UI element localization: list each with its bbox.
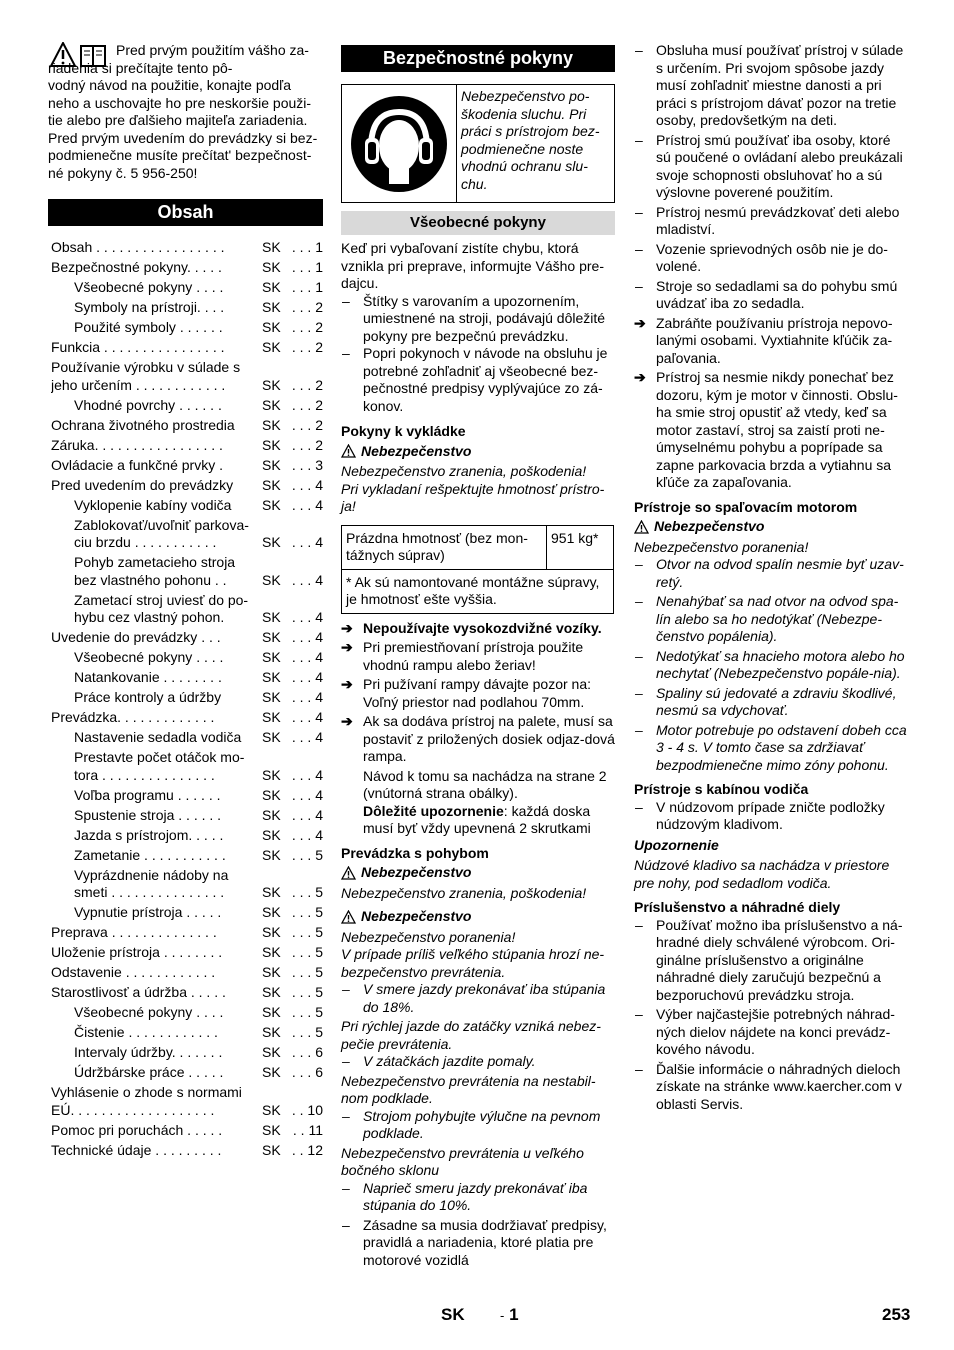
toc-entry-lang: SK: [262, 649, 281, 665]
toc-entry-lang: SK: [262, 456, 281, 473]
safety-heading: Bezpečnostné pokyny: [341, 45, 615, 72]
toc-entry-title: Zametací stroj uviesť do po-hybu cez vlastný pohon.: [74, 591, 249, 625]
engine-dash-item: – Otvor na odvod spalín nesmie byť uzav-retý.: [634, 556, 908, 591]
toc-entry-page: . . . 4: [291, 496, 323, 513]
toc-entry-title: Natankovanie . . . . . . . .: [74, 669, 222, 685]
weight-label: Prázdna hmotnosť (bez mon-tážnych súprav): [342, 525, 547, 569]
toc-entry: [51, 1084, 323, 1119]
toc-entry-title: Používanie výrobku v súlade s jeho určením . . . . . . . . . . . .: [51, 359, 241, 393]
toc-entry-title: Preprava . . . . . . . . . . . . . .: [51, 924, 217, 940]
toc-entry: [51, 477, 323, 495]
accessory-dash-item: – Výber najčastejšie potrebných náhrad-ných dielov nájdete na konci prevádz-kového návodu.: [634, 1006, 908, 1059]
toc-entry-page: . . 10: [291, 1101, 323, 1118]
toc-entry-title: Prevádzka. . . . . . . . . . . . .: [51, 709, 215, 725]
general-dash-item: – Popri pokynoch v návode na obsluhu je potrebné zohľadniť aj všeobecné bez-pečnostné predpisy vyplývajúce zo zá-konov.: [341, 345, 615, 415]
toc-entry-page: . . . 5: [291, 884, 323, 900]
toc-entry-lang: SK: [262, 924, 281, 940]
warning-triangle-icon: [341, 910, 356, 924]
toc-entry: [51, 827, 323, 845]
toc-entry-lang: SK: [262, 964, 281, 980]
hearing-warning-text: [457, 85, 614, 202]
toc-entry-page: . . . 2: [291, 376, 323, 393]
toc-heading: Obsah: [48, 199, 323, 226]
arrow-right-icon: ➔: [341, 639, 353, 655]
toc-entry-page: . . . 4: [291, 826, 323, 843]
toc-entry: [51, 592, 323, 627]
hearing-warning-box: [341, 84, 615, 203]
warning-triangle-icon: [341, 444, 356, 458]
table-of-contents: [51, 239, 323, 1162]
drive-danger-line-1: Nebezpečenstvo: [341, 864, 615, 882]
toc-entry-page: . . . 4: [291, 766, 323, 783]
safety-dash-item: – Prístroj smú používať iba osoby, ktoré sú poučené o ovládaní alebo preukázali svoje schopnosti obsluhovať ho a sú výslovne poverené použitím.: [634, 132, 908, 202]
toc-entry: [51, 649, 323, 667]
weight-table: [341, 525, 614, 614]
toc-entry-page: . . . 2: [291, 339, 323, 355]
toc-entry-title: Intervaly údržby. . . . . . .: [74, 1044, 223, 1060]
toc-entry-page: . . . 5: [291, 924, 323, 940]
toc-entry-title: Starostlivosť a údržba . . . . .: [51, 984, 226, 1000]
toc-entry-lang: SK: [262, 319, 281, 335]
toc-entry-page: . . . 4: [291, 476, 323, 493]
intro-text: Pred prvým použitím vášho za- riadenia si prečítajte tento pô- vodný návod na použitie, konajte podľa neho a uschovajte ho pre neskoršie použi- tie alebo pre ďalšieho majiteľa zariadenia. Pred prvým uvedením do prevádzky si bez- podmienečne musíte prečítat' bezpečnost- né pokyny č. 5 956-250!: [48, 42, 323, 182]
toc-entry-page: . . . 5: [291, 964, 323, 980]
hearing-warning-line: Nebezpečenstvo po-: [461, 88, 590, 104]
hearing-warning-line: práci s prístrojom bez-: [461, 123, 600, 139]
toc-entry: [51, 417, 323, 435]
engine-dash-item: – Spaliny sú jedovaté a zdraviu škodlivé, nesmú sa vdychovať.: [634, 685, 908, 720]
arrow-item: [341, 620, 615, 638]
toc-entry-title: Jazda s prístrojom. . . . .: [74, 826, 224, 843]
toc-entry-title: Technické údaje . . . . . . . . .: [51, 1141, 222, 1158]
general-heading: Všeobecné pokyny: [341, 211, 615, 235]
toc-entry-lang: SK: [262, 669, 281, 685]
toc-entry-lang: SK: [262, 766, 281, 783]
toc-entry: [51, 729, 323, 747]
unload-heading: Pokyny k vykládke: [341, 423, 466, 439]
toc-entry: [51, 689, 323, 707]
toc-entry: [51, 457, 323, 475]
arrow-item: [634, 369, 908, 492]
arrow-right-icon: ➔: [341, 676, 353, 692]
toc-entry-title: Všeobecné pokyny . . . .: [74, 279, 224, 295]
hearing-warning-line: chu.: [461, 175, 488, 192]
toc-entry-lang: SK: [262, 904, 281, 920]
toc-entry-title: Symboly na prístroji. . . .: [74, 299, 225, 315]
toc-entry-title: Čistenie . . . . . . . . . . . .: [74, 1024, 218, 1040]
toc-entry-page: . . . 1: [291, 279, 323, 295]
engine-heading: Prístroje so spaľovacím motorom: [634, 498, 858, 515]
ramp-note: Návod k tomu sa nachádza na strane 2 (vnútorná strana obálky).: [363, 767, 607, 801]
weight-value: 951 kg*: [547, 525, 614, 569]
toc-entry-page: . . . 6: [291, 1044, 323, 1060]
toc-entry-lang: SK: [262, 709, 281, 725]
toc-entry: [51, 397, 323, 415]
toc-entry-lang: SK: [262, 239, 281, 255]
toc-entry-lang: SK: [262, 786, 281, 803]
toc-entry-lang: SK: [262, 629, 281, 645]
toc-entry-page: . . . 1: [291, 239, 323, 255]
toc-entry: [51, 904, 323, 922]
intro-line: podmienečne musíte prečítat' bezpečnost-: [48, 147, 312, 163]
toc-entry-lang: SK: [262, 339, 281, 355]
toc-entry-page: . . . 1: [291, 259, 323, 275]
toc-entry-lang: SK: [262, 1004, 281, 1020]
toc-entry: [51, 359, 323, 394]
toc-entry: [51, 1064, 323, 1082]
footer-local-page: - 1: [500, 1305, 519, 1324]
toc-entry-page: . . . 5: [291, 904, 323, 920]
hearing-warning-line: škodenia sluchu. Pri: [461, 105, 587, 122]
drive-danger-line-2: Nebezpečenstvo: [341, 908, 615, 926]
toc-entry-page: . . . 5: [291, 944, 323, 960]
toc-entry-page: . . . 5: [291, 846, 323, 863]
toc-entry: [51, 319, 323, 337]
arrow-right-icon: ➔: [341, 619, 353, 636]
hearing-warning-line: podmienečne noste: [461, 140, 584, 157]
toc-entry-lang: SK: [262, 1121, 281, 1138]
hearing-protection-symbol: [342, 85, 457, 202]
intro-line: riadenia si prečítajte tento pô-: [48, 59, 233, 76]
ear-protection-icon: [349, 94, 449, 194]
toc-entry-title: Vyklopenie kabíny vodiča: [74, 496, 232, 513]
toc-entry-title: Vhodné povrchy . . . . . .: [74, 396, 222, 413]
toc-entry-page: . . . 4: [291, 649, 323, 665]
toc-entry: [51, 517, 323, 552]
arrow-right-icon: ➔: [634, 369, 646, 385]
general-dash-item: – Štítky s varovaním a upozornením, umiestnené na stroji, podávajú dôležité pokyny pre bezpečnú prevádzku.: [341, 293, 615, 346]
toc-entry-lang: SK: [262, 1064, 281, 1080]
toc-entry-lang: SK: [262, 826, 281, 843]
toc-entry-lang: SK: [262, 1141, 281, 1158]
toc-entry-title: Údržbárske práce . . . . .: [74, 1064, 224, 1080]
hearing-warning-line: vhodnú ochranu slu-: [461, 158, 588, 174]
toc-entry-lang: SK: [262, 689, 281, 705]
toc-entry-page: . . . 2: [291, 299, 323, 315]
toc-entry-page: . . 12: [291, 1141, 323, 1158]
safety-dash-item: – Prístroj nesmú prevádzkovať deti alebo mladiství.: [634, 204, 908, 239]
accessory-dash-item: – Používať možno iba príslušenstvo a ná-hradné diely schválené výrobcom. Ori-ginálne príslušenstvo a originálne náhradné diely zaručujú bezpečnú a bezporuchovú prevádzku stroja.: [634, 917, 908, 1005]
toc-entry-title: Vyprázdnenie nádoby na smeti . . . . . . . . . . . . . . .: [74, 866, 229, 900]
toc-entry-page: . . . 2: [291, 416, 323, 433]
toc-entry-page: . . . 4: [291, 786, 323, 803]
toc-entry-title: Práce kontroly a údržby: [74, 689, 222, 705]
toc-entry-lang: SK: [262, 476, 281, 493]
arrow-item: [341, 676, 615, 711]
toc-entry-lang: SK: [262, 1044, 281, 1060]
toc-entry-page: . . . 2: [291, 436, 323, 453]
engine-dash-item: – Nenahýbať sa nad otvor na odvod spa-lín alebo sa ho nedotýkať (Nebezpe-čenstvo popálenia).: [634, 593, 908, 646]
toc-entry-lang: SK: [262, 571, 281, 588]
toc-entry-lang: SK: [262, 806, 281, 823]
toc-entry-title: Pomoc pri poruchách . . . . .: [51, 1121, 223, 1138]
toc-entry-lang: SK: [262, 984, 281, 1000]
toc-entry-lang: SK: [262, 534, 281, 550]
arrow-right-icon: ➔: [341, 713, 353, 729]
toc-entry-title: Nastavenie sedadla vodiča: [74, 729, 242, 745]
toc-entry: [51, 239, 323, 257]
toc-entry-title: Prestavte počet otáčok mo-tora . . . . . . . . . . . . . . .: [74, 749, 245, 783]
arrow-right-icon: ➔: [634, 314, 646, 331]
toc-entry-page: . . . 2: [291, 319, 323, 335]
important-note: Dôležité upozornenie: každá doska musí byť vždy upevnená 2 skrutkami: [363, 802, 591, 836]
intro-line: Pred prvým uvedením do prevádzky si bez-: [48, 129, 318, 146]
toc-entry: [51, 1004, 323, 1022]
toc-entry-page: . . . 4: [291, 571, 323, 588]
toc-entry-lang: SK: [262, 944, 281, 960]
engine-danger-line: Nebezpečenstvo: [634, 518, 908, 536]
toc-entry-title: Záruka. . . . . . . . . . . . . . . . .: [51, 436, 223, 453]
toc-entry: [51, 339, 323, 357]
general-intro: Keď pri vybaľovaní zistíte chybu, ktorá vznikla pri preprave, informujte Vášho pre-dajcu.: [341, 240, 605, 291]
toc-entry-lang: SK: [262, 259, 281, 275]
toc-entry: [51, 497, 323, 515]
accessories-heading: Príslušenstvo a náhradné diely: [634, 899, 841, 915]
arrow-item-text: Pri pužívaní rampy dávajte pozor na: Voľný priestor nad podlahou 70mm.: [363, 676, 592, 710]
toc-entry: [51, 1142, 323, 1160]
toc-entry-title: Ochrana životného prostredia: [51, 416, 235, 433]
toc-entry-lang: SK: [262, 884, 281, 900]
toc-entry-lang: SK: [262, 729, 281, 745]
toc-entry-page: . . . 4: [291, 689, 323, 705]
notice-label: Upozornenie: [634, 836, 719, 853]
toc-entry-title: Všeobecné pokyny . . . .: [74, 1004, 224, 1020]
toc-entry-title: Všeobecné pokyny . . . .: [74, 649, 224, 665]
toc-entry: [51, 787, 323, 805]
warning-triangle-icon: [634, 520, 649, 534]
toc-entry: [51, 279, 323, 297]
toc-entry-page: . . . 4: [291, 609, 323, 625]
toc-entry: [51, 299, 323, 317]
safety-dash-item: – Obsluha musí používať prístroj v súlade s určením. Pri svojom spôsobe jazdy musí zohľadniť miestne danosti a pri práci s prístrojom dávať pozor na tretie osoby, predovšetkým na deti.: [634, 42, 908, 130]
engine-dash-item: – Motor potrebuje po odstavení dobeh cca 3 - 4 s. V tomto čase sa zdržiavať bezpodmienečne mimo zóny pohonu.: [634, 722, 908, 775]
toc-entry-title: Uvedenie do prevádzky . . .: [51, 629, 221, 645]
unload-danger-line: Nebezpečenstvo: [341, 443, 615, 461]
toc-entry: [51, 924, 323, 942]
toc-entry: [51, 807, 323, 825]
toc-entry-lang: SK: [262, 1024, 281, 1040]
toc-entry: [51, 1024, 323, 1042]
cabin-heading: Prístroje s kabínou vodiča: [634, 781, 809, 797]
toc-entry-title: Vyhlásenie o zhode s normami EÚ. . . . . . . . . . . . . . . . . . .: [51, 1084, 242, 1118]
toc-entry-page: . . . 4: [291, 629, 323, 645]
toc-entry-page: . . . 4: [291, 729, 323, 745]
toc-entry-page: . . . 5: [291, 984, 323, 1000]
arrow-item: [341, 713, 615, 766]
toc-entry-lang: SK: [262, 496, 281, 513]
toc-entry-title: Pred uvedením do prevádzky: [51, 476, 234, 493]
intro-line: vodný návod na použitie, konajte podľa: [48, 77, 292, 93]
general-instructions: Keď pri vybaľovaní zistíte chybu, ktorá vznikla pri preprave, informujte Vášho pre-dajcu. – Štítky s varovaním a upozornením, umiestnené na stroji, podávajú dôležité pokyny pre bezpečnú prevádzku. – Popri pokynoch v návode na obsluhu je potrebné zohľadniť aj všeobecné bez-pečnostné predpisy vyplývajúce zo zá-konov. Pokyny k vykládke Nebezpečenstvo Nebezpečenstvo zranenia, poškodenia! Pri vykladaní rešpektujte hmotnosť prístro-ja! Prázdna hmotnosť (bez mon-tážnych súprav) 951 kg* * Ak sú namontované montážne súpravy, je hmotnosť ešte vyššia. ➔ Nepoužívajte vysokozdvižné vozíky. ➔ Pri premiestňovaní prístroja použite vhodnú rampu alebo žeriav! ➔ Pri pužívaní rampy dávajte pozor na: Voľný priestor nad podlahou 70mm. ➔ Ak sa dodáva prístroj na palete, musí sa postaviť z priložených dosiek odjaz-dová rampa. Návod k tomu sa nachádza na strane 2 (vnútorná strana obálky). Dôležité upozornenie: každá doska musí byť vždy upevnená 2 skrutkami Prevádzka s pohybom Nebezpečenstvo Nebezpečenstvo zranenia, poškodenia! Nebezpečenstvo Nebezpečenstvo poranenia! V prípade príliš veľkého stúpania hrozí ne-bezpečenstvo prevrátenia. – V smere jazdy prekonávať iba stúpania do 18%. Pri rýchlej jazde do zatáčky vzniká nebez-pečie prevrátenia. – V zátačkách jazdite pomaly. Nebezpečenstvo prevrátenia na nestabil-nom podklade. – Strojom pohybujte výlučne na pevnom podklade. Nebezpečenstvo prevrátenia u veľkého bočného sklonu – Naprieč smeru jazdy prekonávať iba stúpania do 10%. – Zásadne sa musia dodržiavať predpisy, pravidlá a nariadenia, ktoré platia pre motorové vozidlá: [341, 240, 615, 1269]
toc-entry-title: Odstavenie . . . . . . . . . . . .: [51, 964, 216, 980]
toc-entry-title: Zametanie . . . . . . . . . . .: [74, 846, 226, 863]
arrow-item-text: Ak sa dodáva prístroj na palete, musí sa postaviť z priložených dosiek odjaz-dová rampa.: [363, 713, 615, 764]
toc-entry-page: . . . 4: [291, 669, 323, 685]
toc-entry-page: . . . 5: [291, 1004, 323, 1020]
toc-entry-lang: SK: [262, 609, 281, 625]
toc-entry-page: . . . 4: [291, 534, 323, 550]
toc-entry: [51, 984, 323, 1002]
toc-entry-lang: SK: [262, 416, 281, 433]
toc-entry: [51, 964, 323, 982]
toc-entry-title: Ovládacie a funkčné prvky .: [51, 456, 223, 473]
toc-entry-title: Obsah . . . . . . . . . . . . . . . . .: [51, 239, 225, 255]
arrow-item-text: Nepoužívajte vysokozdvižné vozíky.: [363, 619, 602, 636]
toc-entry-title: Použité symboly . . . . . .: [74, 319, 223, 335]
toc-entry: [51, 1122, 323, 1140]
toc-entry-page: . . . 4: [291, 806, 323, 823]
arrow-item: [341, 639, 615, 674]
intro-line: né pokyny č. 5 956-250!: [48, 164, 198, 181]
warning-triangle-icon: [341, 866, 356, 880]
footer-lang: SK: [441, 1305, 465, 1324]
toc-entry-page: . . 11: [292, 1121, 323, 1138]
toc-entry: [51, 944, 323, 962]
footer-page-number: 253: [882, 1305, 911, 1324]
toc-entry-lang: SK: [262, 1101, 281, 1118]
toc-entry: [51, 847, 323, 865]
toc-entry-title: Funkcia . . . . . . . . . . . . . . . .: [51, 339, 225, 355]
toc-entry-page: . . . 6: [291, 1064, 323, 1080]
toc-entry-page: . . . 5: [291, 1024, 323, 1040]
toc-entry-page: . . . 4: [291, 709, 323, 725]
toc-entry-title: Spustenie stroja . . . . . .: [74, 806, 222, 823]
arrow-item: [634, 315, 908, 368]
toc-entry-lang: SK: [262, 436, 281, 453]
toc-entry: [51, 259, 323, 277]
toc-entry: [51, 437, 323, 455]
toc-entry-title: Pohyb zametacieho stroja bez vlastného pohonu . .: [74, 554, 236, 588]
intro-line: neho a uschovajte ho pre neskoršie použi-: [48, 94, 312, 111]
arrow-item-text: Prístroj sa nesmie nikdy ponechať bez dozoru, kým je motor v činnosti. Obslu-ha smie stroj opustiť až vtedy, keď sa motor zastaví, stroj sa zaistí proti ne-úmyselnému pohybu a poprípade sa zapne parkovacia brzda a vytiahnu sa kľúče za zapaľovania.: [656, 369, 898, 490]
toc-entry-title: Voľba programu . . . . . .: [74, 786, 221, 803]
toc-entry: [51, 669, 323, 687]
toc-entry-lang: SK: [262, 376, 281, 393]
toc-entry-lang: SK: [262, 846, 281, 863]
drive-heading: Prevádzka s pohybom: [341, 844, 489, 861]
intro-line: tie alebo pre ďalšieho majiteľa zariadenia.: [48, 112, 308, 128]
toc-entry: [51, 554, 323, 589]
arrow-item-text: Pri premiestňovaní prístroja použite vhodnú rampu alebo žeriav!: [363, 639, 584, 673]
toc-entry: [51, 629, 323, 647]
toc-entry: [51, 1044, 323, 1062]
accessory-dash-item: – Ďalšie informácie o náhradných dieloch získate na stránke www.kaercher.com v oblasti Servis.: [634, 1061, 908, 1114]
toc-entry: [51, 749, 323, 784]
arrow-item-text: Zabráňte používaniu prístroja nepovo-lanými osobami. Vyxtiahnite kľúčik za-paľovania.: [656, 314, 893, 366]
toc-entry-title: Bezpečnostné pokyny. . . . .: [51, 259, 222, 275]
toc-entry: [51, 709, 323, 727]
weight-note: * Ak sú namontované montážne súpravy, je hmotnosť ešte vyššia.: [342, 569, 614, 613]
engine-dash-item: – Nedotýkať sa hnacieho motora alebo ho nechytať (Nebezpečenstvo popále-nia).: [634, 648, 908, 683]
toc-entry-lang: SK: [262, 279, 281, 295]
toc-entry-lang: SK: [262, 299, 281, 315]
toc-entry-title: Vypnutie prístroja . . . . .: [74, 904, 222, 920]
toc-entry-title: Uloženie prístroja . . . . . . . .: [51, 944, 223, 960]
toc-entry: [51, 867, 323, 902]
toc-entry-lang: SK: [262, 396, 281, 413]
toc-entry-title: Zablokovať/uvoľniť parkova-ciu brzdu . . . . . . . . . . .: [74, 516, 249, 550]
toc-entry-page: . . . 2: [291, 396, 323, 413]
safety-continued: – Obsluha musí používať prístroj v súlade s určením. Pri svojom spôsobe jazdy musí zohľadniť miestne danosti a pri práci s prístrojom dávať pozor na tretie osoby, predovšetkým na deti. – Prístroj smú používať iba osoby, ktoré sú poučené o ovládaní alebo preukázali svoje schopnosti obsluhovať ho a sú výslovne poverené použitím. – Prístroj nesmú prevádzkovať deti alebo mladiství. – Vozenie sprievodných osôb nie je do-volené. – Stroje so sedadlami sa do pohybu smú uvádzať iba zo sedadla. ➔ Zabráňte používaniu prístroja nepovo-lanými osobami. Vyxtiahnite kľúčik za-paľovania. ➔ Prístroj sa nesmie nikdy ponechať bez dozoru, kým je motor v činnosti. Obslu-ha smie stroj opustiť až vtedy, keď sa motor zastaví, stroj sa zaistí proti ne-úmyselnému pohybu a poprípade sa zapne parkovacia brzda a vytiahnu sa kľúče za zapaľovania. Prístroje so spaľovacím motorom Nebezpečenstvo Nebezpečenstvo poranenia! – Otvor na odvod spalín nesmie byť uzav-retý. – Nenahýbať sa nad otvor na odvod spa-lín alebo sa ho nedotýkať (Nebezpe-čenstvo popálenia). – Nedotýkať sa hnacieho motora alebo ho nechytať (Nebezpečenstvo popále-nia). – Spaliny sú jedovaté a zdraviu škodlivé, nesmú sa vdychovať. – Motor potrebuje po odstavení dobeh cca 3 - 4 s. V tomto čase sa zdržiavať bezpodmienečne mimo zóny pohonu. Prístroje s kabínou vodiča – V núdzovom prípade zničte podložky núdzovým kladivom. Upozornenie Núdzové kladivo sa nachádza v priestore pre nohy, pod sedadlom vodiča. Príslušenstvo a náhradné diely – Používať možno iba príslušenstvo a ná-hradné diely schválené výrobcom. Ori-ginálne príslušenstvo a originálne náhradné diely zaručujú bezpečnú a bezporuchovú prevádzku stroja. – Výber najčastejšie potrebných náhrad-ných dielov nájdete na konci prevádz-kového návodu. – Ďalšie informácie o náhradných dieloch získate na stránke www.kaercher.com v oblasti Servis.: [634, 42, 908, 1115]
safety-dash-item: – Vozenie sprievodných osôb nie je do-volené.: [634, 241, 908, 276]
safety-dash-item: – Stroje so sedadlami sa do pohybu smú uvádzať iba zo sedadla.: [634, 278, 908, 313]
toc-entry-page: . . . 3: [291, 456, 323, 473]
